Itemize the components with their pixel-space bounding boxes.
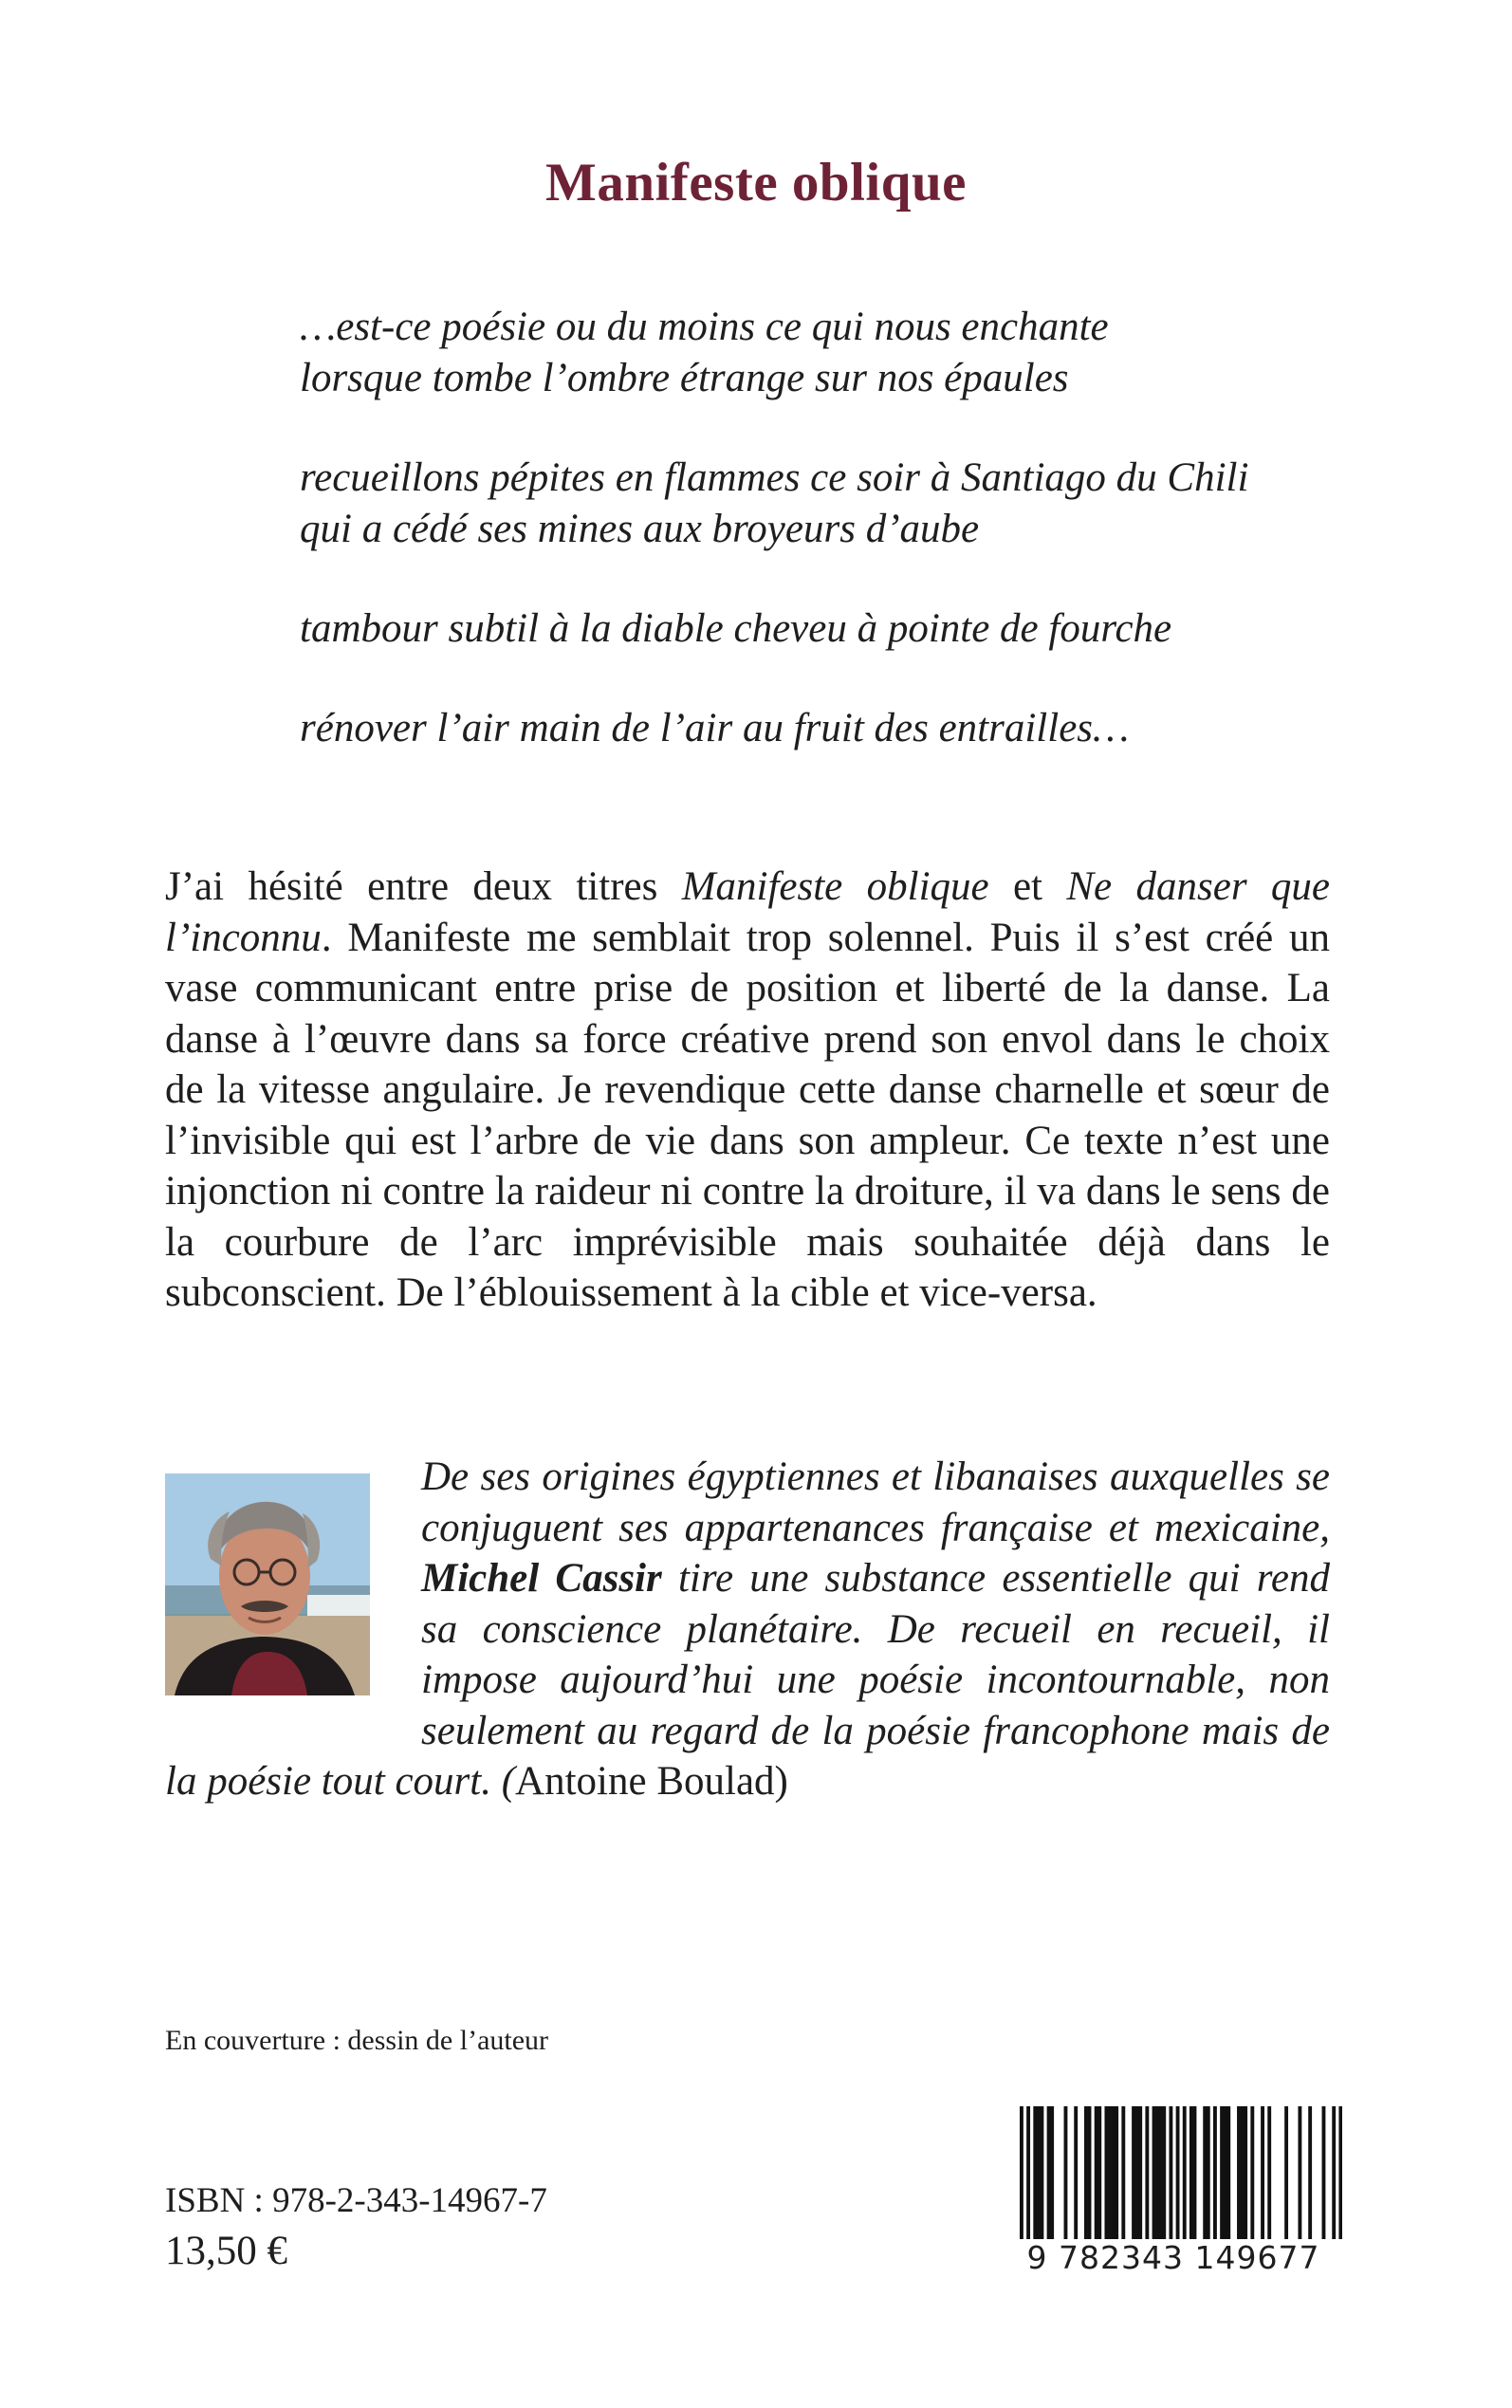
description-and: et: [988, 864, 1067, 909]
poem-line: qui a cédé ses mines aux broyeurs d’aube: [300, 507, 980, 551]
poem-stanza: [300, 453, 1381, 555]
barcode-bar: [1308, 2106, 1312, 2249]
barcode-bar: [1104, 2106, 1108, 2249]
title-option-1: Manifeste oblique: [681, 864, 989, 909]
poem-stanza: [300, 603, 1381, 655]
barcode-bar: [1189, 2106, 1193, 2249]
barcode-bar: [1084, 2106, 1088, 2249]
barcode-bar: [1047, 2106, 1051, 2249]
poem-stanza: [300, 302, 1381, 404]
title-option-2: Ne danser que l’inconnu: [165, 864, 1331, 960]
barcode-bar: [1040, 2106, 1043, 2249]
barcode-bar: [1244, 2106, 1247, 2249]
barcode-bar: [1213, 2106, 1217, 2249]
barcode-bar: [1112, 2106, 1116, 2249]
barcode-bar: [1241, 2106, 1245, 2249]
description-rest: . Manifeste me semblait trop solennel. Puis il s’est créé un vase communicant entre prise de position et liberté de la danse. La danse à l’œuvre dans sa force créative prend son envol dans le choix de la vitesse angulaire. Je revendique cette danse charnelle et sœur de l’invisible qui est l’arbre de vie dans son ampleur. Ce texte n’est une injonction ni contre la raideur ni contre la droiture, il va dans le sens de la courbure de l’arc imprévisible mais souhaitée déjà dans le subconscient. De l’éblouissement à la cible et vice-versa.: [165, 915, 1330, 1315]
poem-line: …est-ce poésie ou du moins ce qui nous enchante: [300, 305, 1109, 349]
barcode-bar: [1193, 2106, 1197, 2249]
barcode-bar: [1284, 2106, 1288, 2249]
author-photo: [165, 1473, 370, 1695]
barcode-bar: [1226, 2106, 1230, 2249]
barcode-bar: [1159, 2106, 1163, 2249]
poem-line: rénover l’air main de l’air au fruit des entrailles…: [300, 706, 1130, 750]
barcode-bar: [1033, 2106, 1037, 2249]
barcode-bar: [1064, 2106, 1068, 2249]
barcode-bar: [1145, 2106, 1149, 2249]
poem-stanza: [300, 703, 1381, 754]
barcode-bar: [1088, 2106, 1092, 2249]
poem-line: recueillons pépites en flammes ce soir à Santiago du Chili: [300, 455, 1249, 500]
bio-part-1: De ses origines égyptiennes et libanaises auxquelles se conjuguent ses appartenances française et mexicaine,: [421, 1454, 1330, 1550]
barcode-bar: [1097, 2106, 1101, 2249]
barcode-bar: [1322, 2106, 1326, 2249]
barcode-bar: [1250, 2106, 1254, 2249]
book-description: [165, 861, 1330, 1319]
barcode-bar: [1050, 2106, 1054, 2249]
bio-attribution: Antoine Boulad): [515, 1759, 788, 1804]
barcode-bar: [1138, 2106, 1142, 2249]
barcode-bar: [1298, 2106, 1301, 2249]
barcode-bar: [1203, 2106, 1207, 2249]
author-name: Michel Cassir: [421, 1556, 662, 1601]
cover-credit: En couverture : dessin de l’auteur: [165, 2025, 549, 2056]
description-intro: J’ai hésité entre deux titres: [165, 864, 682, 909]
barcode-bar: [1108, 2106, 1112, 2249]
barcode-bar: [1220, 2106, 1224, 2249]
barcode-bar: [1095, 2106, 1098, 2249]
barcode-bar: [1169, 2106, 1172, 2249]
barcode-digits: 9 782343 149677: [1001, 2239, 1346, 2277]
bio-part-2: tire une substance essentielle qui rend sa conscience planétaire. De recueil en recueil, il impose aujourd’hui une poésie incontournable, non seulement au regard de la poésie francophone mais de la poésie tout court. (: [165, 1556, 1330, 1804]
barcode-bar: [1261, 2106, 1264, 2249]
price-label: 13,50 €: [165, 2229, 287, 2273]
barcode-bar: [1237, 2106, 1241, 2249]
barcode-bar: [1162, 2106, 1166, 2249]
isbn-number: ISBN : 978-2-343-14967-7: [165, 2181, 547, 2220]
barcode-bar: [1152, 2106, 1156, 2249]
author-portrait-image: [165, 1473, 370, 1695]
barcode-bar: [1037, 2106, 1041, 2249]
barcode-bar: [1267, 2106, 1271, 2249]
barcode-bar: [1135, 2106, 1139, 2249]
poem-line: tambour subtil à la diable cheveu à pointe de fourche: [300, 606, 1172, 651]
barcode-bar: [1115, 2106, 1118, 2249]
book-title: Manifeste oblique: [545, 153, 967, 213]
poem-excerpt: [300, 302, 1381, 803]
barcode-bar: [1132, 2106, 1135, 2249]
barcode-bar: [1224, 2106, 1227, 2249]
barcode-bar: [1207, 2106, 1210, 2249]
barcode-bar: [1155, 2106, 1159, 2249]
barcode-bar: [1074, 2106, 1078, 2249]
poem-line: lorsque tombe l’ombre étrange sur nos épaules: [300, 356, 1069, 400]
barcode-bar: [1121, 2106, 1125, 2249]
